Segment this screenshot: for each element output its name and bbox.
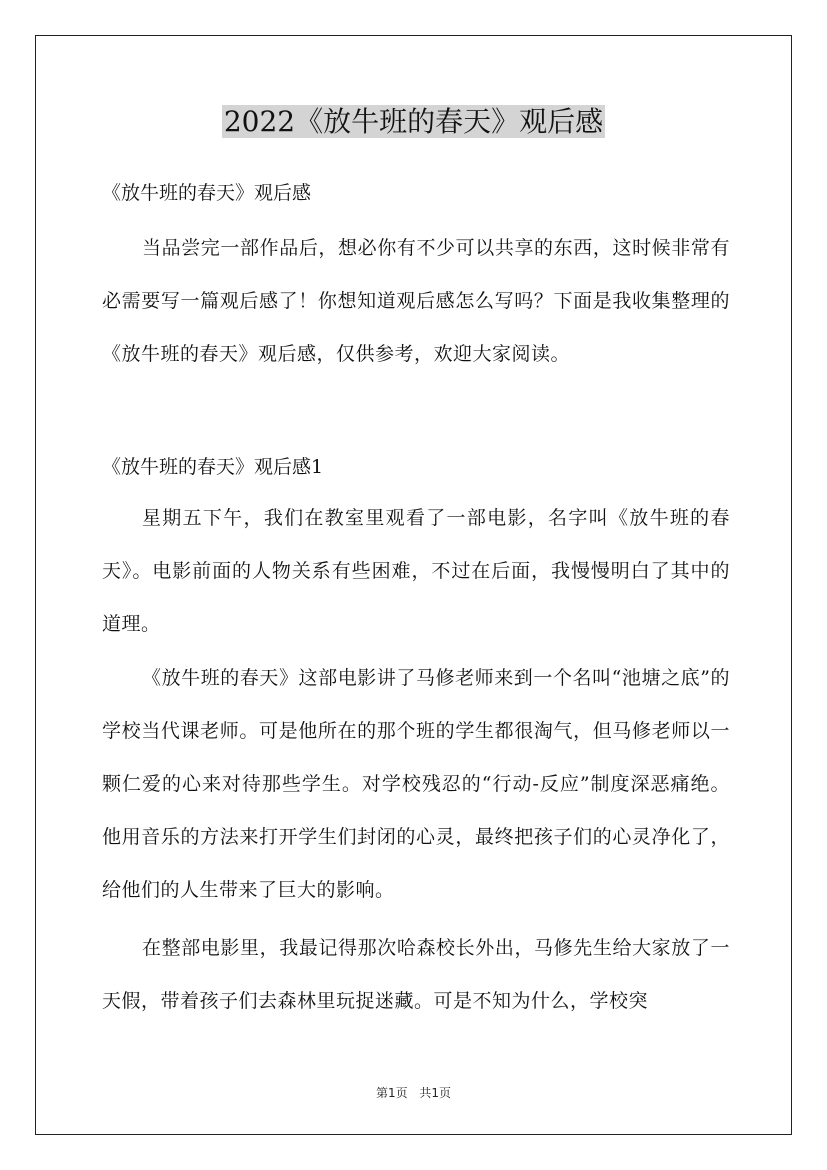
- page-total: 共1页: [419, 1086, 452, 1100]
- document-subtitle: 《放牛班的春天》观后感: [102, 182, 312, 204]
- page-footer: [0, 1084, 827, 1101]
- body-paragraph-3: 在整部电影里，我最记得那次哈森校长外出，马修先生给大家放了一天假，带着孩子们去森林里玩捉迷藏。可是不知为什么，学校突: [102, 937, 730, 1012]
- document-title-text: 2022《放牛班的春天》观后感: [223, 105, 604, 138]
- section-heading-1: 《放牛班的春天》观后感1: [102, 456, 324, 478]
- body-paragraph-2: 《放牛班的春天》这部电影讲了马修老师来到一个名叫“池塘之底”的学校当代课老师。可是他所在的那个班的学生都很淘气，但马修老师以一颗仁爱的心来对待那些学生。对学校残忍的“行动-反应”制度深恶痛绝。他用音乐的方法来打开学生们封闭的心灵，最终把孩子们的心灵净化了，给他们的人生带来了巨大的影响。: [102, 667, 730, 901]
- body-paragraph-1: 星期五下午，我们在教室里观看了一部电影，名字叫《放牛班的春天》。电影前面的人物关系有些困难，不过在后面，我慢慢明白了其中的道理。: [102, 507, 730, 635]
- document-title: [0, 102, 827, 142]
- intro-paragraph: 当品尝完一部作品后，想必你有不少可以共享的东西，这时候非常有必需要写一篇观后感了！你想知道观后感怎么写吗？下面是我收集整理的《放牛班的春天》观后感，仅供参考，欢迎大家阅读。: [102, 237, 730, 365]
- page-number: 第1页: [375, 1086, 408, 1100]
